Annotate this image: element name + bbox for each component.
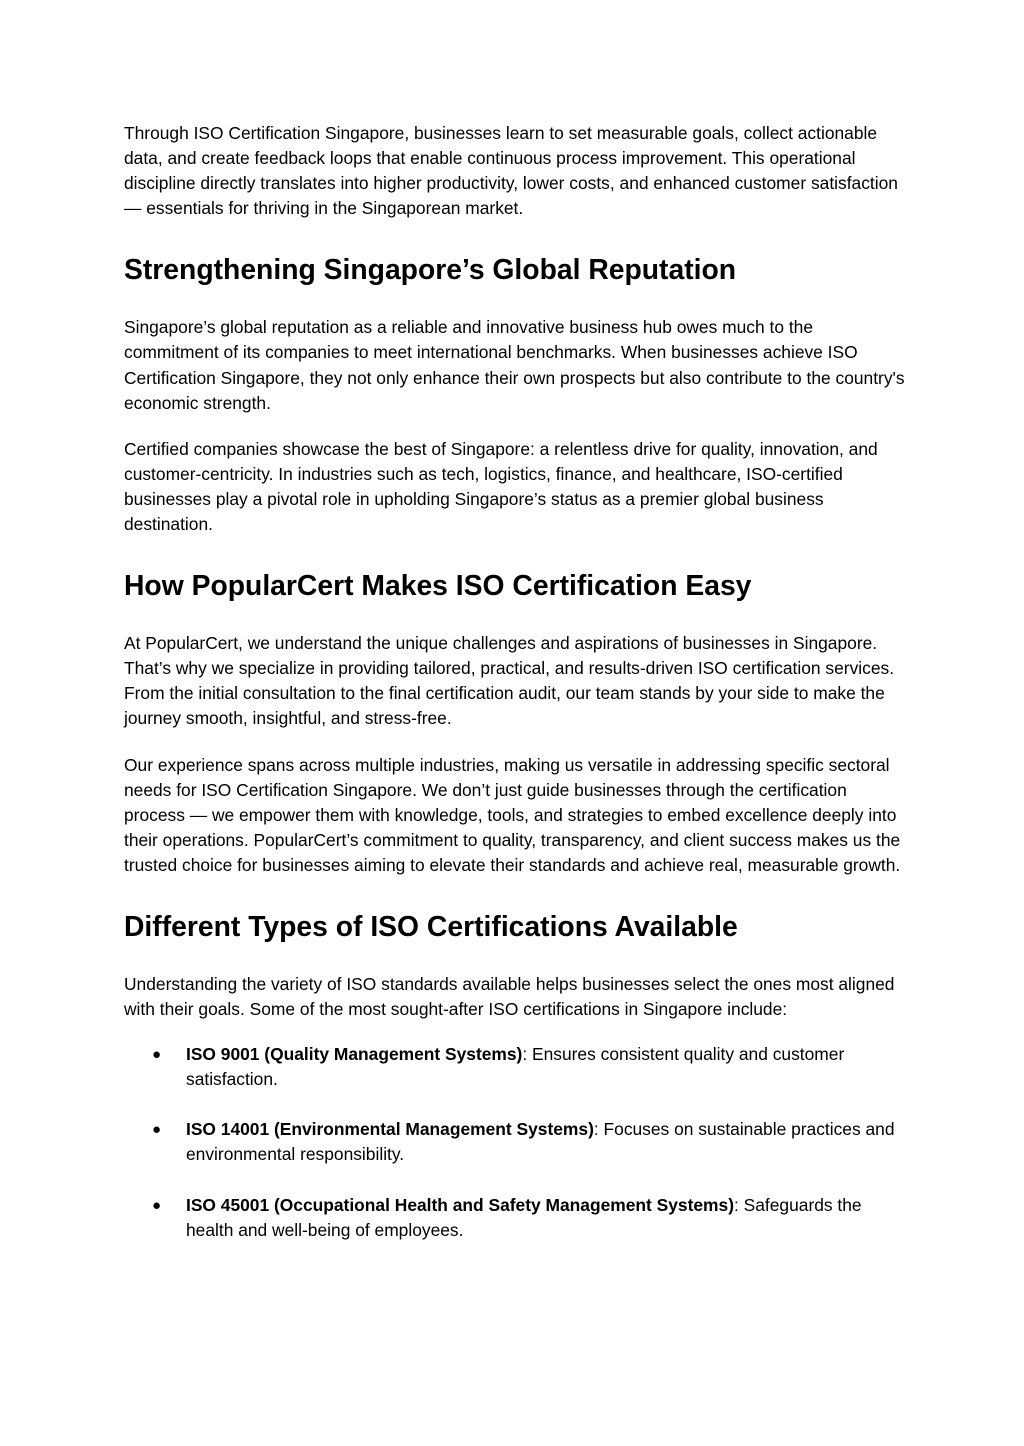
- list-item-title: ISO 45001 (Occupational Health and Safety Management Systems): [186, 1194, 734, 1215]
- iso-certification-list: [124, 1042, 909, 1243]
- list-item-description: : Focuses on sustainable practices and environmental responsibility.: [186, 1119, 895, 1165]
- heading-iso-types: Different Types of ISO Certifications Available: [124, 909, 738, 942]
- list-item-description: : Safeguards the health and well-being of employees.: [186, 1194, 862, 1240]
- heading-popularcert: How PopularCert Makes ISO Certification Easy: [124, 569, 752, 602]
- reputation-paragraph-1: Singapore’s global reputation as a reliable and innovative business hub owes much to the commitment of its companies to meet international benchmarks. When businesses achieve ISO Certification Singapore, they not only enhance their own prospects but also contribute to the country's economic strength.: [124, 317, 905, 413]
- popularcert-paragraph-2: Our experience spans across multiple industries, making us versatile in addressing specific sectoral needs for ISO Certification Singapore. We don’t just guide businesses through the certification process — we empower them with knowledge, tools, and strategies to embed excellence deeply into their operations. PopularCert’s commitment to quality, transparency, and client success makes us the trusted choice for businesses aiming to elevate their standards and achieve real, measurable growth.: [124, 754, 901, 875]
- iso-types-paragraph: Understanding the variety of ISO standards available helps businesses select the ones most aligned with their goals. Some of the most sought-after ISO certifications in Singapore include:: [124, 973, 895, 1020]
- list-item-title: ISO 14001 (Environmental Management Systems): [186, 1119, 594, 1140]
- list-item-description: : Ensures consistent quality and customer satisfaction.: [186, 1044, 845, 1090]
- bullet-icon: ●: [152, 1196, 162, 1214]
- heading-global-reputation: Strengthening Singapore’s Global Reputation: [124, 253, 737, 286]
- popularcert-paragraph-1: At PopularCert, we understand the unique challenges and aspirations of businesses in Singapore. That’s why we specialize in providing tailored, practical, and results-driven ISO certification services. From the initial consultation to the final certification audit, our team stands by your side to make the journey smooth, insightful, and stress-free.: [124, 633, 895, 729]
- bullet-icon: ●: [152, 1121, 162, 1139]
- reputation-paragraph-2: Certified companies showcase the best of Singapore: a relentless drive for quality, innovation, and customer-centricity. In industries such as tech, logistics, finance, and healthcare, ISO-certified businesses play a pivotal role in upholding Singapore’s status as a premier global business destination.: [124, 438, 878, 535]
- intro-paragraph: Through ISO Certification Singapore, businesses learn to set measurable goals, collect actionable data, and create feedback loops that enable continuous process improvement. This operational discipline directly translates into higher productivity, lower costs, and enhanced customer satisfaction — essentials for thriving in the Singaporean market.: [124, 123, 898, 219]
- list-item-title: ISO 9001 (Quality Management Systems): [186, 1044, 523, 1065]
- list-item: [124, 1193, 909, 1243]
- document-page: [124, 121, 909, 1268]
- bullet-icon: ●: [152, 1046, 162, 1064]
- list-item: [124, 1042, 909, 1092]
- list-item: [124, 1117, 909, 1167]
